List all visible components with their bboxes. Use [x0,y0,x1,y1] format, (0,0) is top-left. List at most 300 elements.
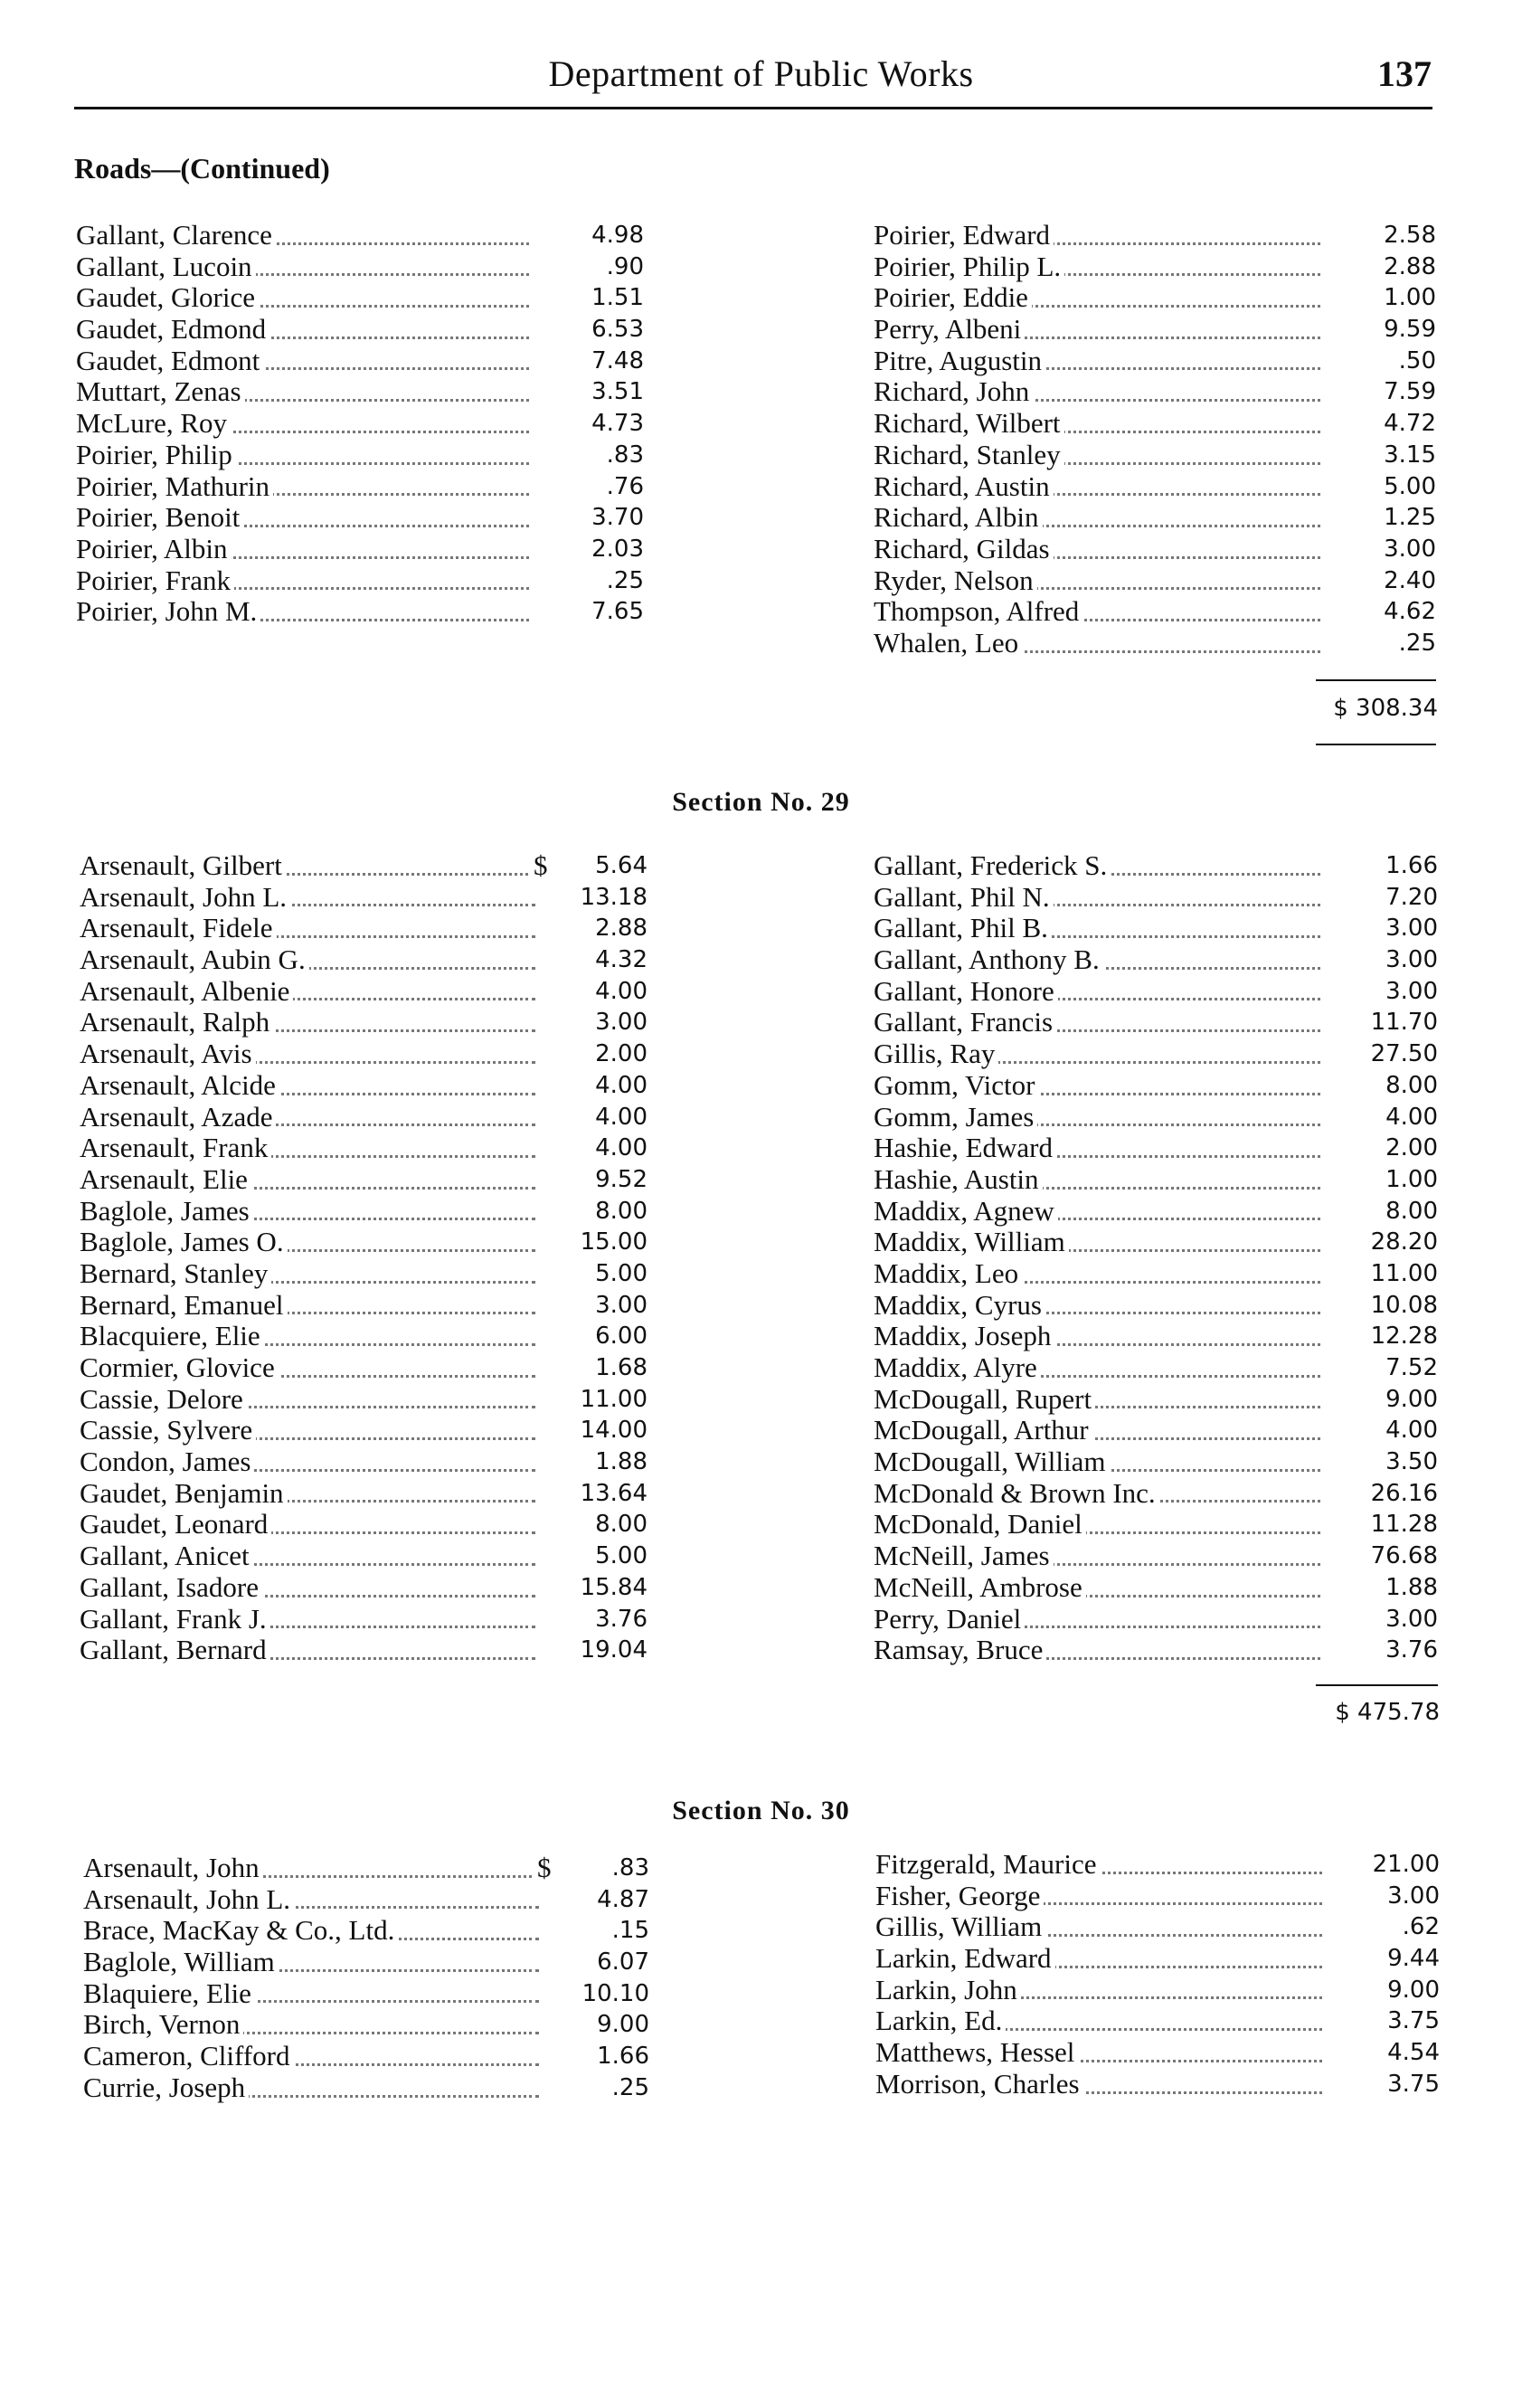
payee-name: McDougall, Rupert [874,1384,1095,1416]
ledger-row [80,1446,648,1478]
payment-amount: 2.88 [1384,252,1436,280]
ledger-row [874,1509,1438,1541]
payment-amount: 4.00 [595,977,648,1005]
payee-name: Arsenault, Albenie [80,976,293,1008]
payee-name: Arsenault, Elie [80,1164,251,1196]
ledger-row [875,1911,1440,1943]
ledger-row [874,913,1438,944]
ledger-row [83,2041,649,2072]
payee-name: McDonald, Daniel [874,1509,1086,1541]
payment-amount: 3.51 [591,378,644,406]
payment-amount: 27.50 [1370,1040,1438,1068]
payee-name: Whalen, Leo [874,628,1022,659]
ledger-row [80,1384,648,1416]
payment-amount: 7.20 [1385,883,1438,911]
ledger-row [874,565,1436,597]
payee-name: Gallant, Isadore [80,1572,262,1604]
ledger-row [874,976,1438,1008]
ledger-row [76,502,644,534]
ledger-row [76,220,644,251]
ledger-row [874,502,1436,534]
ledger-row [874,1102,1438,1133]
roads-left-column [76,220,644,628]
ledger-row [80,1352,648,1384]
payee-name: Maddix, Cyrus [874,1290,1045,1322]
ledger-row [874,1446,1438,1478]
payee-name: Poirier, Philip [76,440,236,471]
payee-name: Perry, Albeni [874,314,1025,346]
ledger-row [80,1635,648,1666]
payee-name: Arsenault, Aubin G. [80,944,309,976]
payment-amount: 4.62 [1384,598,1436,626]
ledger-row [874,408,1436,440]
page-number: 137 [1377,53,1432,94]
payment-amount: 1.00 [1384,284,1436,312]
payee-name: Arsenault, Azade [80,1102,276,1133]
ledger-row [874,944,1438,976]
ledger-row [83,1947,649,1978]
ledger-row [874,1038,1438,1070]
ledger-row [874,1415,1438,1446]
ledger-row [874,628,1436,659]
payee-name: McNeill, James [874,1541,1054,1572]
payment-amount: 10.08 [1370,1291,1438,1319]
ledger-row [874,882,1438,914]
ledger-row [874,440,1436,471]
payee-name: Maddix, Alyre [874,1352,1041,1384]
payee-name: Gaudet, Glorice [76,282,259,314]
ledger-row [76,440,644,471]
ledger-row [874,1133,1438,1164]
payment-amount: 10.10 [581,1979,649,2007]
payment-amount: 4.98 [591,222,644,249]
payee-name: McDonald & Brown Inc. [874,1478,1159,1510]
payee-name: Arsenault, Ralph [80,1007,273,1038]
payment-amount: 3.00 [1385,915,1438,943]
payment-amount: .50 [1398,346,1436,374]
payment-amount: 15.84 [580,1573,648,1601]
ledger-row [874,534,1436,565]
section-29-total: $ 475.78 [1335,1699,1440,1726]
ledger-row [76,376,644,408]
ledger-row [76,346,644,377]
payment-amount: 2.88 [595,915,648,943]
payment-amount: 4.87 [597,1885,649,1913]
section-29-title: Section No. 29 [672,787,850,817]
payment-amount: 8.00 [595,1197,648,1225]
ledger-row [874,1227,1438,1258]
ledger-row [874,1352,1438,1384]
payment-amount: 26.16 [1370,1479,1438,1507]
payment-amount: 9.52 [595,1165,648,1193]
payment-amount: 1.88 [1385,1573,1438,1601]
ledger-row [874,850,1438,882]
payee-name: Cameron, Clifford [83,2041,293,2072]
section-29-right-column [874,850,1438,1666]
ledger-row [874,596,1436,628]
ledger-row [76,282,644,314]
ledger-row [874,220,1436,251]
payee-name: Gillis, Ray [874,1038,998,1070]
payment-amount: 3.76 [1385,1636,1438,1664]
payment-amount: 3.15 [1384,441,1436,469]
payee-name: Richard, Wilbert [874,408,1064,440]
payee-name: Cormier, Glovice [80,1352,279,1384]
ledger-row [874,1604,1438,1635]
payee-name: Richard, Albin [874,502,1043,534]
payee-name: Gallant, Lucoin [76,251,256,283]
ledger-row [874,1258,1438,1290]
ledger-row [83,1915,649,1947]
ledger-row [76,596,644,628]
payee-name: Arsenault, Alcide [80,1070,279,1102]
payment-amount: 2.00 [595,1040,648,1068]
ledger-row [874,1384,1438,1416]
payee-name: Birch, Vernon [83,2009,243,2041]
payee-name: McNeill, Ambrose [874,1572,1086,1604]
ledger-row [80,882,648,914]
payee-name: McDougall, Arthur [874,1415,1092,1446]
payment-amount: 7.59 [1384,378,1436,406]
payment-amount: 13.18 [580,883,648,911]
ledger-row [76,534,644,565]
ledger-row [875,2005,1440,2037]
payee-name: Gallant, Frederick S. [874,850,1111,882]
payee-name: Gallant, Clarence [76,220,276,251]
ledger-row [80,1572,648,1604]
ledger-row [80,913,648,944]
payee-name: Brace, MacKay & Co., Ltd. [83,1915,398,1947]
payment-amount: .83 [611,1854,649,1882]
ledger-row [80,1321,648,1352]
payee-name: Bernard, Emanuel [80,1290,288,1322]
payment-amount: 3.00 [1387,1882,1440,1910]
dollar-sign: $ [537,1852,552,1883]
payee-name: Poirier, Philip L. [874,251,1064,283]
ledger-row [874,346,1436,377]
payment-amount: 3.75 [1387,2070,1440,2098]
payment-amount: 1.25 [1384,504,1436,532]
payment-amount: 13.64 [580,1479,648,1507]
payee-name: Gaudet, Leonard [80,1509,271,1541]
payment-amount: 3.76 [595,1605,648,1633]
payee-name: Blaquiere, Elie [83,1978,255,2010]
roads-heading: Roads—(Continued) [74,152,330,185]
section-30-left-column [83,1853,649,2104]
ledger-row [83,2009,649,2041]
payment-amount: 28.20 [1370,1228,1438,1256]
payee-name: Cassie, Delore [80,1384,247,1416]
payment-amount: 21.00 [1372,1851,1440,1878]
payment-amount: 3.50 [1385,1448,1438,1476]
payee-name: Richard, Stanley [874,440,1064,471]
payee-name: Maddix, Leo [874,1258,1022,1290]
payment-amount: 1.51 [591,284,644,312]
ledger-row [80,1258,648,1290]
payee-name: Poirier, Mathurin [76,471,273,503]
payment-amount: 11.00 [580,1385,648,1413]
ledger-row [874,1572,1438,1604]
payee-name: McDougall, William [874,1446,1109,1478]
payee-name: Hashie, Austin [874,1164,1043,1196]
payment-amount: 4.00 [595,1134,648,1162]
payee-name: Hashie, Edward [874,1133,1056,1164]
payee-name: Gillis, William [875,1911,1045,1943]
payee-name: McLure, Roy [76,408,231,440]
payment-amount: 8.00 [1385,1071,1438,1099]
section-29-total-rule [1316,1684,1438,1686]
ledger-row [80,1102,648,1133]
running-title: Department of Public Works [548,53,974,94]
payee-name: Gaudet, Edmond [76,314,269,346]
payee-name: Arsenault, John [83,1853,263,1884]
payee-name: Arsenault, Fidele [80,913,277,944]
payment-amount: 15.00 [580,1228,648,1256]
ledger-row [80,976,648,1008]
payee-name: Condon, James [80,1446,254,1478]
payment-amount: .15 [611,1917,649,1945]
ledger-row [80,1604,648,1635]
payment-amount: 6.53 [591,316,644,344]
ledger-row [80,1070,648,1102]
payment-amount: 4.00 [595,1103,648,1131]
ledger-row [76,471,644,503]
ledger-row [874,1635,1438,1666]
ledger-row [83,1884,649,1916]
payee-name: Poirier, Eddie [874,282,1032,314]
ledger-row [80,1541,648,1572]
payee-name: Gomm, James [874,1102,1037,1133]
roads-total: $ 308.34 [1333,695,1438,722]
ledger-row [874,1541,1438,1572]
payment-amount: .90 [606,252,644,280]
ledger-row [875,2069,1440,2100]
payment-amount: 4.00 [595,1071,648,1099]
payment-amount: 1.00 [1385,1165,1438,1193]
payment-amount: 5.00 [1384,472,1436,500]
ledger-row [76,314,644,346]
payee-name: Perry, Daniel [874,1604,1025,1635]
ledger-row [80,1227,648,1258]
ledger-row [76,408,644,440]
ledger-row [80,1290,648,1322]
payment-amount: 7.65 [591,598,644,626]
roads-right-column [874,220,1436,659]
payment-amount: 1.66 [1385,852,1438,879]
ledger-row [80,1478,648,1510]
payee-name: Gallant, Phil N. [874,882,1054,914]
ledger-row [80,850,648,882]
ledger-row [80,1164,648,1196]
ledger-row [83,1978,649,2010]
payee-name: Ramsay, Bruce [874,1635,1046,1666]
dollar-sign: $ [534,849,548,881]
payee-name: Matthews, Hessel [875,2037,1078,2069]
payee-name: Richard, Austin [874,471,1054,503]
payment-amount: 9.00 [597,2011,649,2039]
ledger-row [874,1070,1438,1102]
payee-name: Poirier, John M. [76,596,260,628]
payee-name: Bernard, Stanley [80,1258,271,1290]
payee-name: Arsenault, John L. [83,1884,294,1916]
payee-name: Pitre, Augustin [874,346,1045,377]
payment-amount: 4.00 [1385,1103,1438,1131]
ledger-row [83,1853,649,1884]
payee-name: Blacquiere, Elie [80,1321,264,1352]
payee-name: Poirier, Edward [874,220,1054,251]
payment-amount: 2.40 [1384,566,1436,594]
ledger-row [874,1164,1438,1196]
payee-name: Gallant, Francis [874,1007,1056,1038]
payment-amount: 3.70 [591,504,644,532]
payment-amount: 76.68 [1370,1542,1438,1570]
payment-amount: 3.00 [1384,535,1436,563]
payment-amount: 5.64 [595,852,648,879]
ledger-row [875,1881,1440,1912]
payment-amount: 9.59 [1384,316,1436,344]
payment-amount: 11.70 [1370,1009,1438,1037]
ledger-row [875,2037,1440,2069]
section-29-left-column [80,850,648,1666]
payee-name: Arsenault, Avis [80,1038,256,1070]
payment-amount: .25 [606,566,644,594]
payment-amount: 3.00 [1385,1605,1438,1633]
payment-amount: 9.44 [1387,1945,1440,1973]
payment-amount: 4.32 [595,946,648,974]
ledger-row [874,251,1436,283]
payment-amount: 5.00 [595,1542,648,1570]
payee-name: Larkin, Ed. [875,2005,1006,2037]
payment-amount: .25 [611,2073,649,2101]
payment-amount: 4.72 [1384,410,1436,438]
payee-name: Gallant, Frank J. [80,1604,270,1635]
payee-name: Ryder, Nelson [874,565,1037,597]
payee-name: Maddix, Joseph [874,1321,1054,1352]
ledger-row [80,1133,648,1164]
payment-amount: 12.28 [1370,1323,1438,1351]
payee-name: Gomm, Victor [874,1070,1038,1102]
payment-amount: 2.03 [591,535,644,563]
header-rule [74,107,1432,109]
payee-name: Gallant, Honore [874,976,1058,1008]
payee-name: Poirier, Benoit [76,502,243,534]
payee-name: Fitzgerald, Maurice [875,1849,1100,1881]
ledger-row [83,2072,649,2104]
payment-amount: 19.04 [580,1636,648,1664]
payment-amount: 4.73 [591,410,644,438]
ledger-row [874,1196,1438,1228]
payment-amount: .83 [606,441,644,469]
ledger-row [875,1975,1440,2006]
payment-amount: 9.00 [1385,1385,1438,1413]
payee-name: Larkin, Edward [875,1943,1055,1975]
payee-name: Morrison, Charles [875,2069,1083,2100]
payment-amount: 6.07 [597,1948,649,1977]
payee-name: Gallant, Bernard [80,1635,270,1666]
payee-name: Currie, Joseph [83,2072,249,2104]
payment-amount: 8.00 [595,1511,648,1539]
section-30-right-column [875,1849,1440,2100]
ledger-row [874,1321,1438,1352]
payee-name: Cassie, Sylvere [80,1415,256,1446]
payee-name: Maddix, Agnew [874,1196,1058,1228]
payee-name: Poirier, Frank [76,565,234,597]
payment-amount: 1.66 [597,2043,649,2071]
payee-name: Richard, Gildas [874,534,1054,565]
payment-amount: 1.88 [595,1448,648,1476]
ledger-row [875,1849,1440,1881]
payment-amount: 1.68 [595,1354,648,1381]
payment-amount: 9.00 [1387,1976,1440,2004]
ledger-row [80,1038,648,1070]
payment-amount: 3.00 [1385,946,1438,974]
payee-name: Gaudet, Benjamin [80,1478,288,1510]
ledger-row [875,1943,1440,1975]
payment-amount: 3.75 [1387,2007,1440,2035]
payee-name: Gallant, Anthony B. [874,944,1103,976]
payee-name: Baglole, James [80,1196,253,1228]
payee-name: Maddix, William [874,1227,1069,1258]
payment-amount: 3.00 [595,1009,648,1037]
ledger-row [80,1415,648,1446]
payment-amount: 2.58 [1384,222,1436,249]
payee-name: Baglole, James O. [80,1227,288,1258]
payment-amount: 3.00 [595,1291,648,1319]
payment-amount: 8.00 [1385,1197,1438,1225]
ledger-row [76,565,644,597]
payee-name: Gallant, Anicet [80,1541,253,1572]
roads-total-underline [1316,744,1436,745]
payment-amount: .76 [606,472,644,500]
payment-amount: 11.28 [1370,1511,1438,1539]
payee-name: Larkin, John [875,1975,1021,2006]
payment-amount: 3.00 [1385,977,1438,1005]
ledger-row [874,1007,1438,1038]
ledger-row [874,471,1436,503]
payment-amount: 7.48 [591,346,644,374]
ledger-row [80,1196,648,1228]
payment-amount: 14.00 [580,1417,648,1445]
payment-amount: 4.54 [1387,2039,1440,2067]
payee-name: Fisher, George [875,1881,1044,1912]
payment-amount: 6.00 [595,1323,648,1351]
payment-amount: 5.00 [595,1259,648,1287]
payee-name: Arsenault, Frank [80,1133,271,1164]
ledger-row [874,376,1436,408]
ledger-row [874,314,1436,346]
ledger-row [80,1509,648,1541]
ledger-row [76,251,644,283]
payment-amount: 2.00 [1385,1134,1438,1162]
ledger-row [80,1007,648,1038]
payee-name: Richard, John [874,376,1033,408]
payee-name: Muttart, Zenas [76,376,245,408]
payment-amount: 4.00 [1385,1417,1438,1445]
ledger-row [874,282,1436,314]
ledger-row [874,1290,1438,1322]
payment-amount: .62 [1402,1913,1440,1941]
payee-name: Thompson, Alfred [874,596,1082,628]
payee-name: Poirier, Albin [76,534,232,565]
roads-total-rule [1316,679,1436,681]
payee-name: Arsenault, John L. [80,882,290,914]
payee-name: Baglole, William [83,1947,279,1978]
payee-name: Gallant, Phil B. [874,913,1052,944]
payment-amount: .25 [1398,629,1436,657]
ledger-row [874,1478,1438,1510]
payment-amount: 7.52 [1385,1354,1438,1381]
ledger-row [80,944,648,976]
